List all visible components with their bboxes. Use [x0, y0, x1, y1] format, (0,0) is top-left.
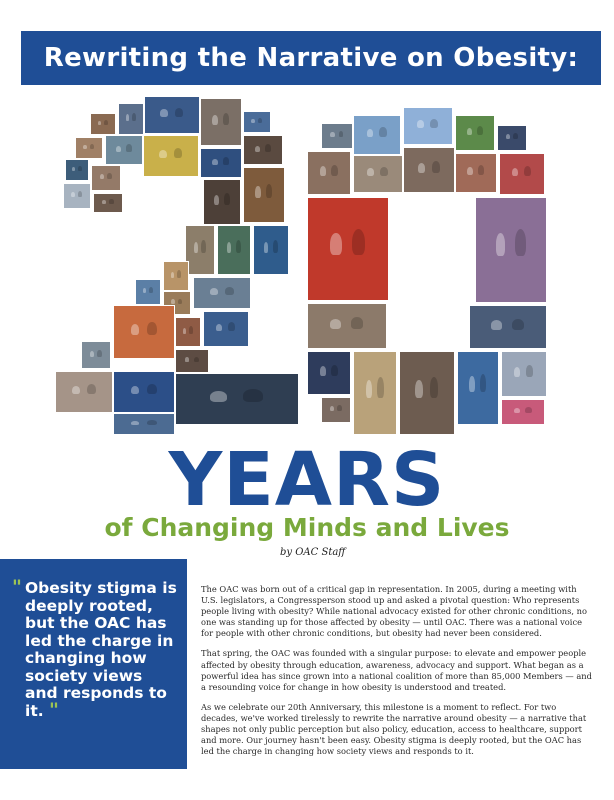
page-title: Rewriting the Narrative on Obesity: [43, 43, 579, 73]
collage-photo [200, 98, 242, 146]
title-banner [21, 31, 601, 85]
close-quote-mark: " [49, 698, 59, 721]
collage-photo [457, 351, 499, 425]
collage-photo [353, 115, 401, 155]
collage-photo [193, 277, 251, 309]
pull-quote [25, 580, 177, 720]
collage-photo [143, 135, 199, 177]
collage-photo [175, 373, 299, 425]
collage-photo [321, 123, 353, 149]
collage-photo [113, 305, 175, 359]
collage-photo [253, 225, 289, 275]
collage-photo [497, 125, 527, 151]
collage-photo [307, 197, 389, 301]
byline: by OAC Staff [280, 547, 346, 558]
article-paragraph: As we celebrate our 20th Anniversary, this milestone is a moment to reflect. For two decades, we've worked tirelessly to rewrite the narrative around obesity — a narrative that shapes not only public perception but also policy, education, access to healthcare, support and more. Our journey hasn't been easy. Obesity stigma is deeply rooted, but the OAC has led the charge in changing how society views and responds to it. [201, 701, 587, 757]
collage-photo [175, 349, 209, 373]
collage-photo [243, 135, 283, 165]
collage-photo [499, 153, 545, 195]
collage-photo [163, 261, 189, 291]
collage-photo [75, 137, 103, 159]
collage-photo [200, 148, 242, 178]
collage-photo [353, 155, 403, 193]
article-paragraph: That spring, the OAC was founded with a singular purpose: to elevate and empower people affected by obesity through education, awareness, advocacy and support. What began as a powerful idea has since grown into a national coalition of more than 85,000 Members — and a resounding voice for change in how obesity is understood and treated. [201, 648, 592, 692]
collage-photo [203, 311, 249, 347]
collage-photo [403, 147, 455, 193]
collage-photo [307, 351, 351, 395]
collage-photo [93, 193, 123, 213]
collage-photo [144, 96, 200, 134]
collage-photo [91, 165, 121, 191]
collage-photo [175, 317, 201, 347]
collage-photo [113, 413, 175, 435]
pull-quote-box: " Obesity stigma is deeply rooted, but the OAC has led the charge in changing how society views and responds to it. " [0, 559, 187, 769]
collage-photo [65, 159, 89, 181]
collage-photo [501, 399, 545, 425]
collage-photo [399, 351, 455, 435]
article-body [201, 584, 594, 766]
collage-photo [118, 103, 144, 135]
collage-photo [105, 135, 143, 165]
collage-photo [203, 179, 241, 225]
collage-photo [307, 303, 387, 349]
collage-photo [63, 183, 91, 209]
collage-photo [81, 341, 111, 369]
hero-subtitle: of Changing Minds and Lives [104, 513, 510, 542]
article-paragraph: The OAC was born out of a critical gap in representation. In 2005, during a meeting with U.S. legislators, a Congressperson stood up and asked a pivotal question: Who represents people living with obesity? While national advocacy existed for other chronic conditions, no one was standing up for those affected by obesity — until OAC. There was a national voice for people with other chronic conditions, but obesity had never been considered. [201, 584, 587, 639]
photo-collage-20 [55, 93, 555, 443]
collage-photo [217, 225, 251, 275]
collage-photo [55, 371, 113, 413]
collage-photo [135, 279, 161, 305]
collage-photo [403, 107, 453, 145]
hero-years: YEARS [168, 437, 446, 523]
collage-photo [243, 111, 271, 133]
collage-photo [243, 167, 285, 223]
collage-photo [353, 351, 397, 435]
collage-photo [455, 153, 497, 193]
collage-photo [321, 397, 351, 423]
collage-photo [501, 351, 547, 397]
collage-photo [90, 113, 116, 135]
collage-photo [113, 371, 175, 413]
pull-quote-text: Obesity stigma is deeply rooted, but the OAC has led the charge in changing how society views and responds to it. [25, 579, 177, 720]
collage-photo [475, 197, 547, 303]
collage-photo [469, 305, 547, 349]
collage-photo [455, 115, 495, 151]
collage-photo [307, 151, 351, 195]
collage-photo [185, 225, 215, 275]
